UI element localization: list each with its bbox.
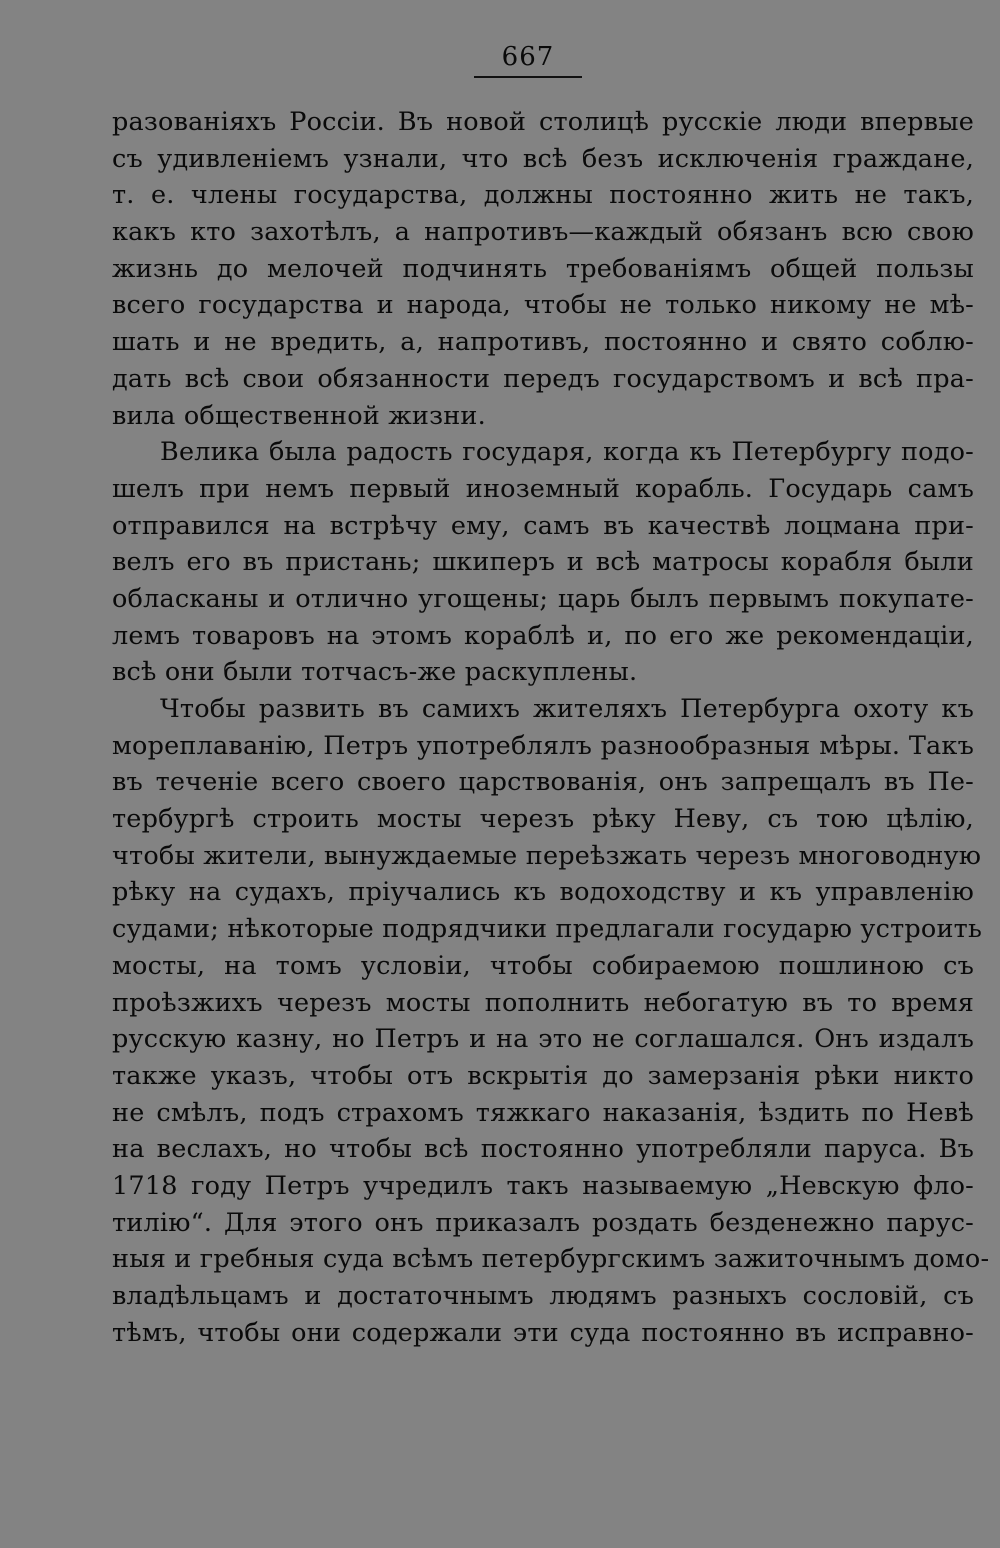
page-number	[112, 40, 972, 78]
text-line: ныя и гребныя суда всѣмъ петербургскимъ зажиточнымъ домо-	[112, 1244, 990, 1275]
text-line: лемъ товаровъ на этомъ кораблѣ и, по его же рекомендаціи,	[112, 620, 974, 651]
text-line: русскую казну, но Петръ и на это не соглашался. Онъ издалъ	[112, 1024, 974, 1055]
text-line: обласканы и отлично угощены; царь былъ первымъ покупате-	[112, 583, 974, 614]
text-line: Чтобы развить въ самихъ жителяхъ Петербурга охоту къ	[160, 694, 974, 724]
text-line: тербургѣ строить мосты черезъ рѣку Неву, съ тою цѣлію,	[112, 804, 974, 835]
text-line: дать всѣ свои обязанности передъ государствомъ и всѣ пра-	[112, 363, 974, 394]
text-line: въ теченіе всего своего царствованія, онъ запрещалъ въ Пе-	[112, 767, 974, 798]
text-line: т. е. члены государства, должны постоянно жить не такъ,	[112, 180, 974, 211]
text-line: 1718 году Петръ учредилъ такъ называемую „Невскую фло-	[112, 1170, 974, 1201]
text-line: отправился на встрѣчу ему, самъ въ качествѣ лоцмана при-	[112, 510, 974, 541]
text-line: Велика была радость государя, когда къ Петербургу подо-	[160, 437, 974, 468]
text-line: шать и не вредить, а, напротивъ, постоянно и свято соблю-	[112, 327, 974, 358]
text-line: велъ его въ пристань; шкиперъ и всѣ матросы корабля были	[112, 547, 974, 578]
text-line: вила общественной жизни.	[112, 400, 486, 431]
paragraph-2	[112, 434, 974, 691]
text-line: шелъ при немъ первый иноземный корабль. Государь самъ	[112, 473, 974, 504]
text-line: чтобы жители, вынуждаемые переѣзжать черезъ многоводную	[112, 840, 982, 871]
text-line: всего государства и народа, чтобы не только никому не мѣ-	[112, 290, 974, 321]
text-line: не смѣлъ, подъ страхомъ тяжкаго наказанія, ѣздить по Невѣ	[112, 1097, 974, 1128]
text-line: тѣмъ, чтобы они содержали эти суда постоянно въ исправно-	[112, 1317, 974, 1348]
text-line: мореплаванію, Петръ употреблялъ разнообразныя мѣры. Такъ	[112, 730, 974, 761]
text-line: проѣзжихъ черезъ мосты пополнить небогатую въ то время	[112, 987, 974, 1018]
text-line: мосты, на томъ условіи, чтобы собираемою пошлиною съ	[112, 950, 974, 981]
text-line: разованіяхъ Россіи. Въ новой столицѣ русскіе люди впервые	[112, 107, 974, 137]
text-line: какъ кто захотѣлъ, а напротивъ—каждый обязанъ всю свою	[112, 217, 974, 248]
text-line: всѣ они были тотчасъ-же раскуплены.	[112, 657, 638, 688]
text-line: на веслахъ, но чтобы всѣ постоянно употребляли паруса. Въ	[112, 1134, 974, 1165]
page	[112, 40, 990, 1351]
text-line: жизнь до мелочей подчинять требованіямъ общей пользы	[112, 253, 974, 284]
page-number-text: 667	[474, 40, 583, 78]
paragraph-1	[112, 104, 974, 434]
text-line: судами; нѣкоторые подрядчики предлагали государю устроить	[112, 914, 983, 945]
body-text	[112, 104, 990, 1351]
text-line: рѣку на судахъ, пріучались къ водоходству и къ управленію	[112, 877, 974, 908]
text-line: также указъ, чтобы отъ вскрытія до замерзанія рѣки никто	[112, 1060, 974, 1091]
text-line: съ удивленіемъ узнали, что всѣ безъ исключенія граждане,	[112, 143, 974, 174]
text-line: тилію“. Для этого онъ приказалъ роздать безденежно парус-	[112, 1207, 974, 1238]
paragraph-3	[112, 691, 990, 1351]
text-line: владѣльцамъ и достаточнымъ людямъ разныхъ сословій, съ	[112, 1281, 974, 1311]
